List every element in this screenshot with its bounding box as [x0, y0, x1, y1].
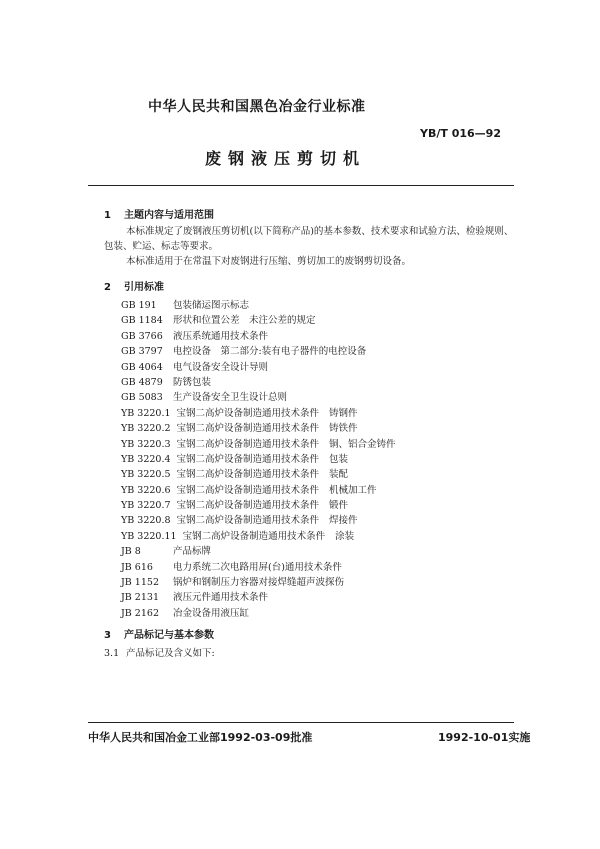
reference-title: 生产设备安全卫生设计总则	[173, 392, 288, 404]
reference-title: 液压系统通用技术条件	[173, 330, 269, 342]
reference-title: 宝钢二高炉设备制造通用技术条件	[182, 530, 326, 542]
reference-item	[121, 406, 396, 421]
reference-item	[121, 298, 396, 313]
section-1-paragraph-1	[104, 224, 519, 254]
reference-subtitle: 焊接件	[329, 515, 358, 527]
reference-title: 宝钢二高炉设备制造通用技术条件	[176, 515, 320, 527]
section-2-number: 2	[104, 282, 111, 293]
reference-subtitle: 涂装	[335, 530, 355, 542]
reference-item	[121, 360, 396, 375]
reference-code: YB 3220.6	[121, 484, 171, 496]
reference-subtitle: 机械加工件	[329, 484, 377, 496]
reference-item	[121, 313, 396, 328]
reference-title: 宝钢二高炉设备制造通用技术条件	[176, 407, 320, 419]
reference-title: 宝钢二高炉设备制造通用技术条件	[176, 438, 320, 450]
section-1-heading	[104, 206, 214, 221]
reference-item	[121, 437, 396, 452]
reference-item	[121, 606, 396, 621]
section-1-number: 1	[104, 210, 111, 221]
reference-code: JB 1152	[121, 577, 159, 589]
reference-code: YB 3220.1	[121, 407, 171, 419]
reference-code: YB 3220.2	[121, 423, 171, 435]
reference-title: 电气设备安全设计导则	[173, 361, 269, 373]
reference-code: GB 3766	[121, 330, 163, 342]
reference-title: 形状和位置公差 未注公差的规定	[173, 315, 316, 327]
reference-title: 冶金设备用液压缸	[173, 607, 250, 619]
reference-code: YB 3220.4	[121, 453, 171, 465]
reference-code: GB 5083	[121, 392, 163, 404]
reference-code: YB 3220.3	[121, 438, 171, 450]
reference-code: GB 1184	[121, 315, 163, 327]
reference-item	[121, 513, 396, 528]
reference-title: 宝钢二高炉设备制造通用技术条件	[176, 484, 320, 496]
reference-code: JB 616	[121, 561, 153, 573]
section-3-heading	[104, 626, 214, 641]
section-1-title: 主题内容与适用范围	[124, 210, 214, 221]
reference-title: 产品标牌	[173, 546, 212, 558]
reference-title: 电控设备 第二部分:装有电子器件的电控设备	[173, 346, 367, 358]
reference-code: GB 191	[121, 300, 157, 311]
document-title: 废钢液压剪切机	[205, 149, 367, 168]
reference-code: GB 4879	[121, 376, 163, 388]
section-1-text-2: 本标准适用于在常温下对废钢进行压缩、剪切加工的废钢剪切设备。	[126, 256, 412, 267]
reference-code: JB 8	[121, 546, 141, 558]
reference-title: 防锈包装	[173, 376, 212, 388]
section-3-title: 产品标记与基本参数	[124, 630, 214, 641]
reference-item	[121, 375, 396, 390]
reference-subtitle: 装配	[329, 469, 349, 481]
reference-item	[121, 544, 396, 559]
reference-item	[121, 452, 396, 467]
reference-title: 宝钢二高炉设备制造通用技术条件	[176, 469, 320, 481]
reference-item	[121, 575, 396, 590]
approval-note: 中华人民共和国冶金工业部1992-03-09批准	[88, 731, 313, 744]
reference-item	[121, 421, 396, 436]
reference-title: 宝钢二高炉设备制造通用技术条件	[176, 453, 320, 465]
section-3-number: 3	[104, 630, 111, 641]
reference-subtitle: 铜、铝合金铸件	[329, 438, 396, 450]
reference-code: GB 4064	[121, 361, 163, 373]
reference-item	[121, 483, 396, 498]
reference-subtitle: 包装	[329, 453, 349, 465]
header-divider	[88, 185, 514, 186]
reference-item	[121, 390, 396, 405]
section-2-heading	[104, 278, 164, 293]
reference-list	[121, 298, 396, 621]
section-3-1-text: 产品标记及含义如下:	[126, 648, 215, 659]
reference-title: 液压元件通用技术条件	[173, 592, 269, 604]
reference-subtitle: 锻件	[329, 500, 349, 512]
reference-title: 锅炉和钢制压力容器对接焊缝超声波探伤	[173, 577, 345, 589]
effective-date: 1992-10-01实施	[438, 731, 531, 744]
reference-code: YB 3220.7	[121, 500, 171, 512]
standard-number: YB/T 016—92	[420, 127, 501, 140]
section-1-text-1: 本标准规定了废钢液压剪切机(以下简称产品)的基本参数、技术要求和试验方法、检验规则、包装、贮运、标志等要求。	[104, 226, 514, 252]
section-1-paragraph-2	[104, 254, 519, 269]
reference-title: 包装储运图示标志	[173, 300, 250, 311]
section-2-title: 引用标准	[124, 282, 164, 293]
section-3-1	[104, 645, 215, 659]
reference-item	[121, 529, 396, 544]
reference-item	[121, 498, 396, 513]
reference-title: 宝钢二高炉设备制造通用技术条件	[176, 500, 320, 512]
reference-subtitle: 铸铁件	[329, 423, 358, 435]
reference-item	[121, 329, 396, 344]
reference-item	[121, 560, 396, 575]
reference-code: JB 2162	[121, 607, 159, 619]
reference-item	[121, 467, 396, 482]
reference-code: JB 2131	[121, 592, 159, 604]
reference-code: YB 3220.11	[121, 530, 177, 542]
standard-category: 中华人民共和国黑色冶金行业标准	[148, 99, 366, 115]
reference-code: YB 3220.5	[121, 469, 171, 481]
section-3-1-number: 3.1	[104, 648, 120, 659]
reference-item	[121, 590, 396, 605]
reference-title: 宝钢二高炉设备制造通用技术条件	[176, 423, 320, 435]
reference-code: YB 3220.8	[121, 515, 171, 527]
reference-subtitle: 铸钢件	[329, 407, 358, 419]
reference-item	[121, 344, 396, 359]
footer-divider	[88, 722, 514, 723]
reference-code: GB 3797	[121, 346, 163, 358]
reference-title: 电力系统二次电路用屏(台)通用技术条件	[173, 561, 342, 573]
